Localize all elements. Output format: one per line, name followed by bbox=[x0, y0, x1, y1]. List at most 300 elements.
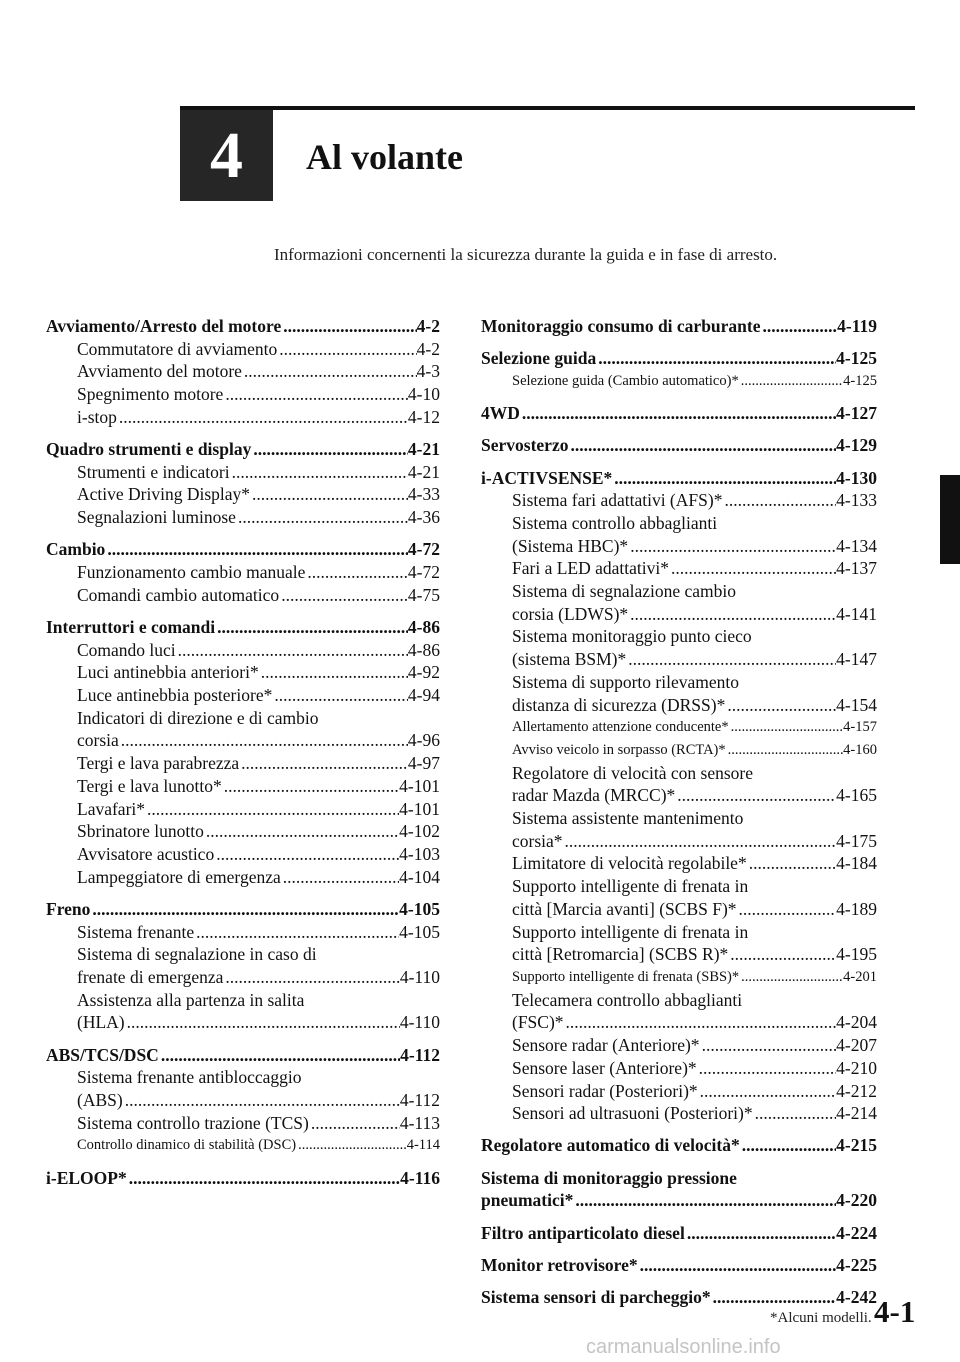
leader-dots bbox=[753, 1102, 837, 1125]
leader-dots bbox=[230, 461, 408, 484]
toc-entry-page: 4-21 bbox=[407, 461, 440, 482]
toc-entry-row bbox=[512, 852, 877, 875]
toc-entry-page: 4-195 bbox=[836, 944, 877, 965]
leader-dots bbox=[279, 584, 408, 607]
watermark: carmanualsonline.info bbox=[586, 1336, 781, 1358]
toc-heading-title: Quadro strumenti e display bbox=[46, 439, 252, 460]
toc-entry[interactable] bbox=[46, 360, 440, 383]
toc-entry[interactable] bbox=[46, 798, 440, 821]
leader-dots bbox=[563, 830, 837, 853]
toc-entry[interactable] bbox=[46, 461, 440, 484]
toc-entry-page: 4-112 bbox=[399, 1090, 440, 1110]
toc-entry-line: Supporto intelligente di frenata in bbox=[512, 876, 749, 897]
leader-dots bbox=[242, 360, 417, 383]
toc-heading-title: Freno bbox=[46, 898, 91, 919]
toc-entry-title: distanza di sicurezza (DRSS)* bbox=[512, 694, 726, 715]
toc-entry-row bbox=[77, 1011, 440, 1034]
toc-heading-page: 4-129 bbox=[836, 435, 877, 456]
toc-entry-row bbox=[77, 843, 440, 866]
toc-heading-title: ABS/TCS/DSC bbox=[46, 1044, 159, 1065]
toc-entry-row bbox=[77, 1112, 440, 1135]
toc-entry[interactable] bbox=[46, 775, 440, 798]
toc-entry-page: 4-125 bbox=[843, 372, 877, 389]
toc-section bbox=[481, 402, 877, 425]
toc-section bbox=[481, 1222, 877, 1245]
toc-heading-page: 4-130 bbox=[836, 467, 877, 488]
toc-entry-line: Sistema controllo abbaglianti bbox=[512, 512, 718, 533]
toc-heading-page: 4-215 bbox=[836, 1135, 877, 1156]
toc-entry[interactable] bbox=[481, 625, 877, 670]
toc-heading-title: Filtro antiparticolato diesel bbox=[481, 1222, 685, 1243]
toc-entry[interactable] bbox=[481, 966, 877, 989]
toc-entry[interactable] bbox=[481, 921, 877, 966]
toc-entry-page: 4-92 bbox=[407, 662, 440, 683]
toc-entry[interactable] bbox=[46, 661, 440, 684]
toc-entry[interactable] bbox=[46, 684, 440, 707]
toc-entry-title: corsia bbox=[77, 730, 119, 751]
leader-dots bbox=[309, 1112, 400, 1135]
toc-entry-title: (Sistema HBC)* bbox=[512, 535, 629, 556]
leader-dots bbox=[573, 1189, 836, 1212]
leader-dots bbox=[204, 820, 399, 843]
toc-entry-page: 4-147 bbox=[836, 649, 877, 670]
toc-section-heading[interactable] bbox=[46, 1167, 440, 1190]
toc-heading-page: 4-220 bbox=[836, 1190, 877, 1211]
toc-entry[interactable] bbox=[481, 671, 877, 716]
toc-section-heading[interactable] bbox=[481, 1167, 877, 1212]
leader-dots bbox=[638, 1254, 837, 1277]
toc-entry-row bbox=[77, 752, 440, 775]
toc-entry[interactable] bbox=[481, 557, 877, 580]
leader-dots bbox=[628, 535, 836, 558]
toc-heading-row bbox=[481, 1254, 877, 1277]
toc-entry-title: Sensore radar (Anteriore)* bbox=[512, 1035, 700, 1056]
toc-entry-row bbox=[77, 584, 440, 607]
toc-entry-row bbox=[77, 1089, 440, 1112]
toc-heading-page: 4-86 bbox=[407, 616, 440, 637]
toc-heading-title: Monitoraggio consumo di carburante bbox=[481, 316, 761, 336]
leader-dots bbox=[628, 603, 836, 626]
leader-dots bbox=[125, 1011, 400, 1034]
leader-dots bbox=[596, 347, 836, 370]
leader-dots bbox=[698, 1080, 837, 1103]
toc-heading-row bbox=[481, 1189, 877, 1212]
leader-dots bbox=[127, 1167, 400, 1190]
toc-entry[interactable] bbox=[481, 762, 877, 807]
toc-section-heading[interactable] bbox=[481, 1222, 877, 1245]
toc-entry-row bbox=[77, 338, 440, 361]
toc-section-heading[interactable] bbox=[46, 898, 440, 921]
toc-entry-title: Sistema fari adattativi (AFS)* bbox=[512, 490, 723, 511]
toc-entry-line: Sistema monitoraggio punto cieco bbox=[512, 626, 752, 647]
toc-entry-title: Tergi e lava lunotto* bbox=[77, 775, 222, 796]
toc-entry-row bbox=[512, 898, 877, 921]
toc-heading-row bbox=[46, 1044, 440, 1067]
toc-entry-page: 4-160 bbox=[843, 741, 877, 758]
toc-entry-row bbox=[77, 775, 440, 798]
leader-dots bbox=[697, 1057, 837, 1080]
toc-left-column bbox=[46, 315, 440, 1199]
toc-entry-page: 4-3 bbox=[416, 361, 440, 382]
toc-heading-page: 4-225 bbox=[836, 1254, 877, 1275]
toc-section-heading[interactable] bbox=[481, 1134, 877, 1157]
toc-entry[interactable] bbox=[46, 561, 440, 584]
toc-heading-title: Selezione guida bbox=[481, 348, 597, 369]
toc-entry[interactable] bbox=[481, 1080, 877, 1103]
toc-section bbox=[46, 538, 440, 606]
toc-entry[interactable] bbox=[46, 506, 440, 529]
toc-entry-title: Commutatore di avviamento bbox=[77, 338, 278, 359]
toc-entry-line: Sistema di supporto rilevamento bbox=[512, 671, 739, 692]
toc-section bbox=[481, 467, 877, 1125]
toc-entry-row bbox=[77, 729, 440, 752]
toc-entry-page: 4-97 bbox=[407, 753, 440, 774]
toc-heading-title: Avviamento/Arresto del motore bbox=[46, 316, 282, 336]
toc-entry-row bbox=[77, 406, 440, 429]
toc-heading-row bbox=[46, 616, 440, 639]
toc-heading-page: 4-127 bbox=[836, 403, 877, 424]
leader-dots bbox=[239, 752, 408, 775]
toc-section bbox=[481, 347, 877, 392]
toc-entry[interactable] bbox=[46, 752, 440, 775]
leader-dots bbox=[296, 1134, 407, 1157]
leader-dots bbox=[90, 898, 399, 921]
toc-entry-page: 4-102 bbox=[399, 821, 440, 842]
toc-entry-row bbox=[512, 1080, 877, 1103]
toc-entry-row bbox=[512, 1034, 877, 1057]
toc-heading-title: Cambio bbox=[46, 539, 106, 560]
toc-entry-page: 4-114 bbox=[406, 1137, 440, 1154]
toc-section-heading[interactable] bbox=[481, 434, 877, 457]
toc-entry-page: 4-137 bbox=[836, 558, 877, 579]
leader-dots bbox=[123, 1089, 400, 1112]
leader-dots bbox=[685, 1222, 836, 1245]
toc-entry-title: Lampeggiatore di emergenza bbox=[77, 866, 281, 887]
toc-entry-page: 4-75 bbox=[407, 584, 440, 605]
toc-heading-row bbox=[46, 538, 440, 561]
toc-entry-title: radar Mazda (MRCC)* bbox=[512, 785, 676, 806]
toc-entry[interactable] bbox=[481, 989, 877, 1034]
toc-heading-title: Regolatore automatico di velocità* bbox=[481, 1135, 740, 1156]
leader-dots bbox=[222, 775, 399, 798]
leader-dots bbox=[626, 648, 836, 671]
toc-section bbox=[481, 434, 877, 457]
toc-entry-row bbox=[512, 784, 877, 807]
toc-entry-page: 4-154 bbox=[836, 694, 877, 715]
toc-entry-page: 4-133 bbox=[836, 490, 877, 511]
toc-entry-page: 4-103 bbox=[399, 843, 440, 864]
toc-entry-row bbox=[77, 483, 440, 506]
toc-entry-page: 4-110 bbox=[399, 966, 440, 987]
header-rule bbox=[180, 106, 915, 110]
toc-entry-title: Avviamento del motore bbox=[77, 361, 242, 382]
toc-heading-row bbox=[46, 1167, 440, 1190]
toc-section-heading[interactable] bbox=[481, 347, 877, 370]
toc-heading-row bbox=[481, 1222, 877, 1245]
toc-entry[interactable] bbox=[46, 483, 440, 506]
toc-section bbox=[46, 616, 440, 888]
toc-heading-page: 4-119 bbox=[837, 316, 877, 336]
toc-entry-title: (HLA) bbox=[77, 1012, 125, 1033]
leader-dots bbox=[725, 694, 836, 717]
toc-entry-row bbox=[512, 739, 877, 762]
toc-entry-title: Sensore laser (Anteriore)* bbox=[512, 1057, 697, 1078]
leader-dots bbox=[119, 729, 408, 752]
toc-entry[interactable] bbox=[46, 584, 440, 607]
toc-entry-row bbox=[512, 716, 877, 739]
leader-dots bbox=[145, 798, 399, 821]
leader-dots bbox=[761, 315, 838, 338]
leader-dots bbox=[214, 843, 399, 866]
toc-heading-title: i-ACTIVSENSE* bbox=[481, 467, 613, 488]
toc-entry-row bbox=[512, 1102, 877, 1125]
toc-heading-page: 4-242 bbox=[836, 1286, 877, 1307]
leader-dots bbox=[612, 467, 836, 490]
chapter-subtitle: Informazioni concernenti la sicurezza durante la guida e in fase di arresto. bbox=[274, 245, 778, 264]
toc-section bbox=[481, 1167, 877, 1212]
toc-section-heading[interactable] bbox=[46, 538, 440, 561]
toc-entry-row bbox=[77, 1134, 440, 1157]
toc-heading-page: 4-125 bbox=[836, 348, 877, 369]
toc-entry-page: 4-212 bbox=[836, 1080, 877, 1101]
toc-heading-row bbox=[481, 315, 877, 338]
toc-section-heading[interactable] bbox=[46, 315, 440, 338]
leader-dots bbox=[711, 1286, 837, 1309]
toc-entry-row bbox=[77, 866, 440, 889]
toc-right-column bbox=[481, 315, 877, 1318]
toc-heading-row bbox=[481, 1134, 877, 1157]
toc-heading-page: 4-105 bbox=[399, 898, 440, 919]
toc-entry-title: Sbrinatore lunotto bbox=[77, 821, 204, 842]
leader-dots bbox=[250, 483, 408, 506]
toc-entry-page: 4-207 bbox=[836, 1035, 877, 1056]
leader-dots bbox=[223, 966, 399, 989]
toc-entry-title: Comandi cambio automatico bbox=[77, 584, 280, 605]
leader-dots bbox=[272, 684, 408, 707]
toc-entry[interactable] bbox=[481, 370, 877, 393]
toc-entry[interactable] bbox=[46, 921, 440, 944]
toc-heading-title: Servosterzo bbox=[481, 435, 569, 456]
toc-entry-title: Avvisatore acustico bbox=[77, 843, 215, 864]
toc-entry-row bbox=[77, 684, 440, 707]
toc-entry-title: Luci antinebbia anteriori* bbox=[77, 662, 259, 683]
toc-section bbox=[481, 1254, 877, 1277]
toc-entry-row bbox=[512, 694, 877, 717]
toc-heading-title: Monitor retrovisore* bbox=[481, 1254, 638, 1275]
toc-entry[interactable] bbox=[481, 489, 877, 512]
toc-entry-row bbox=[77, 921, 440, 944]
leader-dots bbox=[159, 1044, 400, 1067]
toc-entry-page: 4-175 bbox=[836, 830, 877, 851]
toc-heading-row bbox=[481, 402, 877, 425]
toc-entry-row bbox=[77, 966, 440, 989]
toc-entry-title: corsia (LDWS)* bbox=[512, 603, 629, 624]
toc-entry-page: 4-36 bbox=[407, 507, 440, 528]
toc-entry-title: frenate di emergenza bbox=[77, 966, 224, 987]
toc-entry-row bbox=[77, 798, 440, 821]
toc-entry[interactable] bbox=[481, 1034, 877, 1057]
toc-entry-row bbox=[512, 1057, 877, 1080]
toc-entry[interactable] bbox=[481, 716, 877, 739]
toc-section bbox=[46, 438, 440, 529]
toc-entry-title: corsia* bbox=[512, 830, 563, 851]
toc-entry-title: città [Marcia avanti] (SCBS F)* bbox=[512, 898, 737, 919]
toc-entry-row bbox=[77, 461, 440, 484]
toc-entry-title: Lavafari* bbox=[77, 798, 146, 819]
toc-entry[interactable] bbox=[481, 512, 877, 557]
toc-entry-page: 4-94 bbox=[407, 685, 440, 706]
toc-entry-page: 4-204 bbox=[836, 1012, 877, 1033]
toc-section bbox=[46, 315, 440, 429]
toc-entry-line: Regolatore di velocità con sensore bbox=[512, 762, 754, 783]
toc-entry-title: Fari a LED adattativi* bbox=[512, 558, 669, 579]
toc-section bbox=[481, 315, 877, 338]
toc-entry-line: Indicatori di direzione e di cambio bbox=[77, 707, 319, 728]
leader-dots bbox=[236, 506, 408, 529]
leader-dots bbox=[726, 739, 844, 762]
leader-dots bbox=[737, 898, 837, 921]
leader-dots bbox=[305, 561, 408, 584]
toc-entry-title: Sensori ad ultrasuoni (Posteriori)* bbox=[512, 1103, 753, 1124]
toc-entry[interactable] bbox=[46, 989, 440, 1034]
leader-dots bbox=[194, 921, 399, 944]
toc-entry-title: (FSC)* bbox=[512, 1012, 564, 1033]
leader-dots bbox=[281, 866, 399, 889]
toc-entry[interactable] bbox=[46, 820, 440, 843]
toc-entry[interactable] bbox=[481, 580, 877, 625]
toc-section-heading[interactable] bbox=[46, 616, 440, 639]
toc-entry-page: 4-72 bbox=[407, 562, 440, 583]
toc-entry[interactable] bbox=[481, 1057, 877, 1080]
toc-entry[interactable] bbox=[46, 639, 440, 662]
toc-entry-title: (sistema BSM)* bbox=[512, 649, 627, 670]
toc-entry-title: Segnalazioni luminose bbox=[77, 507, 236, 528]
leader-dots bbox=[675, 784, 836, 807]
toc-section-heading[interactable] bbox=[481, 1254, 877, 1277]
toc-heading-title: 4WD bbox=[481, 403, 520, 424]
toc-entry-title: (ABS) bbox=[77, 1090, 123, 1110]
toc-entry[interactable] bbox=[46, 943, 440, 988]
toc-entry-row bbox=[512, 830, 877, 853]
chapter-number-box bbox=[180, 110, 273, 201]
toc-section-heading[interactable] bbox=[481, 1286, 877, 1309]
toc-entry[interactable] bbox=[46, 707, 440, 752]
toc-entry-page: 4-189 bbox=[836, 898, 877, 919]
toc-entry[interactable] bbox=[46, 866, 440, 889]
toc-entry-page: 4-12 bbox=[407, 406, 440, 427]
toc-entry-page: 4-110 bbox=[399, 1012, 440, 1033]
toc-entry-page: 4-210 bbox=[836, 1057, 877, 1078]
toc-section-heading[interactable] bbox=[481, 402, 877, 425]
leader-dots bbox=[251, 438, 408, 461]
chapter-side-tab bbox=[940, 475, 960, 564]
toc-entry-row bbox=[512, 1011, 877, 1034]
toc-entry[interactable] bbox=[46, 1112, 440, 1135]
toc-entry-row bbox=[512, 535, 877, 558]
toc-entry-title: Funzionamento cambio manuale bbox=[77, 562, 306, 583]
toc-entry[interactable] bbox=[481, 739, 877, 762]
toc-entry[interactable] bbox=[481, 807, 877, 852]
toc-entry-title: Allertamento attenzione conducente* bbox=[512, 719, 729, 736]
chapter-number: 4 bbox=[210, 118, 243, 192]
page-number: 4-1 bbox=[874, 1294, 916, 1329]
toc-entry-row bbox=[77, 661, 440, 684]
toc-heading-row bbox=[46, 315, 440, 338]
toc-entry[interactable] bbox=[481, 1102, 877, 1125]
toc-entry-title: Active Driving Display* bbox=[77, 484, 251, 505]
toc-heading-line: Sistema di monitoraggio pressione bbox=[481, 1167, 737, 1188]
toc-section bbox=[46, 898, 440, 1034]
toc-entry-page: 4-113 bbox=[399, 1112, 440, 1133]
toc-entry[interactable] bbox=[481, 852, 877, 875]
leader-dots bbox=[739, 966, 843, 989]
toc-entry-title: Luce antinebbia posteriore* bbox=[77, 685, 273, 706]
toc-entry-page: 4-105 bbox=[399, 921, 440, 942]
leader-dots bbox=[564, 1011, 837, 1034]
leader-dots bbox=[669, 557, 836, 580]
toc-entry-page: 4-214 bbox=[836, 1103, 877, 1124]
toc-entry[interactable] bbox=[46, 338, 440, 361]
toc-entry[interactable] bbox=[46, 383, 440, 406]
leader-dots bbox=[568, 434, 836, 457]
leader-dots bbox=[176, 639, 408, 662]
toc-section-heading[interactable] bbox=[46, 438, 440, 461]
toc-entry-line: Telecamera controllo abbaglianti bbox=[512, 989, 743, 1010]
leader-dots bbox=[740, 1134, 836, 1157]
toc-section bbox=[481, 1286, 877, 1309]
toc-entry-row bbox=[77, 383, 440, 406]
toc-heading-title: i-ELOOP* bbox=[46, 1167, 127, 1188]
toc-entry-page: 4-33 bbox=[407, 484, 440, 505]
toc-entry-line: Sistema di segnalazione in caso di bbox=[77, 944, 317, 965]
toc-entry-page: 4-165 bbox=[836, 785, 877, 806]
toc-entry-row bbox=[512, 489, 877, 512]
toc-heading-title: pneumatici* bbox=[481, 1190, 574, 1211]
toc-heading-title: Sistema sensori di parcheggio* bbox=[481, 1286, 711, 1307]
toc-entry-title: Strumenti e indicatori bbox=[77, 461, 230, 482]
toc-entry-line: Sistema frenante antibloccaggio bbox=[77, 1067, 302, 1088]
leader-dots bbox=[722, 489, 836, 512]
leader-dots bbox=[215, 616, 408, 639]
leader-dots bbox=[747, 852, 836, 875]
toc-entry-page: 4-96 bbox=[407, 730, 440, 751]
toc-entry-line: Sistema assistente mantenimento bbox=[512, 808, 744, 829]
toc-entry-title: Selezione guida (Cambio automatico)* bbox=[512, 372, 739, 389]
toc-entry-line: Supporto intelligente di frenata in bbox=[512, 921, 749, 942]
toc-entry-title: Sensori radar (Posteriori)* bbox=[512, 1080, 698, 1101]
toc-entry-row bbox=[77, 561, 440, 584]
toc-entry-page: 4-10 bbox=[407, 384, 440, 405]
toc-entry-line: Sistema di segnalazione cambio bbox=[512, 581, 737, 602]
toc-entry[interactable] bbox=[46, 1134, 440, 1157]
leader-dots bbox=[281, 315, 416, 338]
toc-section bbox=[46, 1044, 440, 1158]
toc-entry-title: Limitatore di velocità regolabile* bbox=[512, 853, 747, 874]
toc-section-heading[interactable] bbox=[481, 315, 877, 338]
toc-entry-page: 4-141 bbox=[836, 603, 877, 624]
toc-section-heading[interactable] bbox=[481, 467, 877, 490]
toc-entry[interactable] bbox=[46, 406, 440, 429]
toc-heading-page: 4-21 bbox=[407, 439, 440, 460]
toc-entry[interactable] bbox=[46, 843, 440, 866]
toc-entry-title: Sistema frenante bbox=[77, 921, 195, 942]
leader-dots bbox=[520, 402, 836, 425]
toc-entry[interactable] bbox=[46, 1066, 440, 1111]
toc-entry[interactable] bbox=[481, 875, 877, 920]
toc-entry-row bbox=[512, 943, 877, 966]
toc-entry-page: 4-101 bbox=[399, 775, 440, 796]
toc-section-heading[interactable] bbox=[46, 1044, 440, 1067]
